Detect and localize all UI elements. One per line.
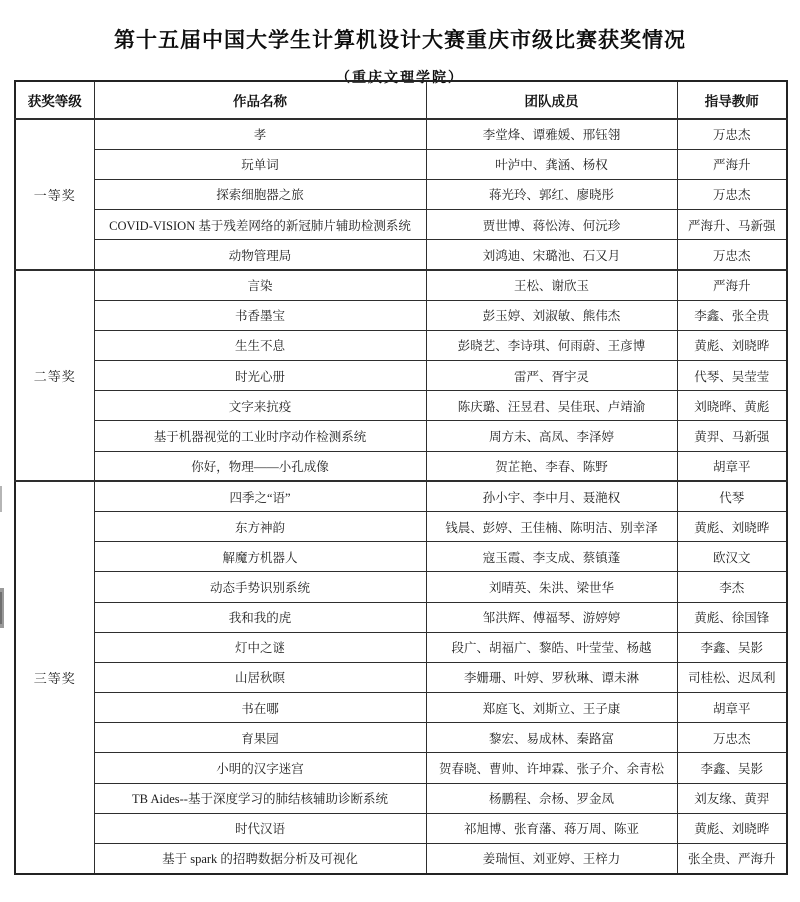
table-row — [15, 783, 787, 813]
work-name-cell: 动物管理局 — [94, 240, 426, 270]
team-members-cell: 祁旭博、张育藩、蒋万周、陈亚 — [426, 813, 677, 843]
table-row — [15, 632, 787, 662]
table-body — [15, 119, 787, 874]
work-name-cell: 书香墨宝 — [94, 300, 426, 330]
work-name-cell: 时光心册 — [94, 361, 426, 391]
work-name-cell: 我和我的虎 — [94, 602, 426, 632]
work-name-cell: 言染 — [94, 270, 426, 300]
advisors-cell: 万忠杰 — [677, 723, 787, 753]
team-members-cell: 郑庭飞、刘斯立、王子康 — [426, 693, 677, 723]
work-name-cell: 育果园 — [94, 723, 426, 753]
work-name-cell: 时代汉语 — [94, 813, 426, 843]
work-name-cell: TB Aides--基于深度学习的肺结核辅助诊断系统 — [94, 783, 426, 813]
advisors-cell: 李杰 — [677, 572, 787, 602]
work-name-cell: COVID-VISION 基于残差网络的新冠肺片辅助检测系统 — [94, 210, 426, 240]
team-members-cell: 王松、谢欣玉 — [426, 270, 677, 300]
team-members-cell: 周方未、高凤、李泽婷 — [426, 421, 677, 451]
work-name-cell: 解魔方机器人 — [94, 542, 426, 572]
team-members-cell: 姜瑞恒、刘亚婷、王梓力 — [426, 844, 677, 874]
advisors-cell: 李鑫、张全贵 — [677, 300, 787, 330]
table-row — [15, 361, 787, 391]
team-members-cell: 刘晴英、朱洪、梁世华 — [426, 572, 677, 602]
work-name-cell: 基于机器视觉的工业时序动作检测系统 — [94, 421, 426, 451]
table-row — [15, 693, 787, 723]
advisors-cell: 严海升 — [677, 149, 787, 179]
awards-table — [14, 80, 788, 875]
team-members-cell: 孙小宇、李中月、聂滟权 — [426, 481, 677, 511]
team-members-cell: 段广、胡福广、黎皓、叶莹莹、杨越 — [426, 632, 677, 662]
table-row — [15, 240, 787, 270]
table-row — [15, 511, 787, 541]
table-row — [15, 451, 787, 481]
table-row — [15, 753, 787, 783]
advisors-cell: 欧汉文 — [677, 542, 787, 572]
work-name-cell: 玩单词 — [94, 149, 426, 179]
team-members-cell: 彭玉婷、刘淑敏、熊伟杰 — [426, 300, 677, 330]
advisors-cell: 黄彪、徐国锋 — [677, 602, 787, 632]
table-row — [15, 723, 787, 753]
table-row — [15, 844, 787, 874]
table-row — [15, 119, 787, 149]
work-name-cell: 生生不息 — [94, 330, 426, 360]
award-level-cell: 二等奖 — [15, 270, 94, 481]
header-award-level: 获奖等级 — [15, 81, 94, 119]
work-name-cell: 书在哪 — [94, 693, 426, 723]
advisors-cell: 代琴 — [677, 481, 787, 511]
advisors-cell: 万忠杰 — [677, 240, 787, 270]
award-level-cell: 一等奖 — [15, 119, 94, 270]
table-row — [15, 330, 787, 360]
header-work-name: 作品名称 — [94, 81, 426, 119]
work-name-cell: 基于 spark 的招聘数据分析及可视化 — [94, 844, 426, 874]
table-row — [15, 300, 787, 330]
advisors-cell: 代琴、吴莹莹 — [677, 361, 787, 391]
advisors-cell: 刘晓晔、黄彪 — [677, 391, 787, 421]
team-members-cell: 蒋光玲、郭红、廖晓彤 — [426, 179, 677, 209]
team-members-cell: 叶泸中、龚涵、杨权 — [426, 149, 677, 179]
work-name-cell: 你好，物理——小孔成像 — [94, 451, 426, 481]
advisors-cell: 万忠杰 — [677, 119, 787, 149]
work-name-cell: 灯中之谜 — [94, 632, 426, 662]
table-row — [15, 149, 787, 179]
table-row — [15, 391, 787, 421]
advisors-cell: 黄彪、刘晓晔 — [677, 511, 787, 541]
team-members-cell: 钱晨、彭婷、王佳楠、陈明洁、别幸泽 — [426, 511, 677, 541]
table-row — [15, 572, 787, 602]
team-members-cell: 黎宏、易成林、秦路富 — [426, 723, 677, 753]
scan-artifact — [0, 588, 4, 628]
advisors-cell: 胡章平 — [677, 451, 787, 481]
page-title: 第十五届中国大学生计算机设计大赛重庆市级比赛获奖情况 — [114, 29, 686, 52]
work-name-cell: 东方神韵 — [94, 511, 426, 541]
team-members-cell: 邹洪辉、傅福琴、游婷婷 — [426, 602, 677, 632]
work-name-cell: 四季之“语” — [94, 481, 426, 511]
team-members-cell: 寇玉霞、李支成、蔡镇蓬 — [426, 542, 677, 572]
advisors-cell: 黄羿、马新强 — [677, 421, 787, 451]
advisors-cell: 李鑫、吴影 — [677, 753, 787, 783]
advisors-cell: 万忠杰 — [677, 179, 787, 209]
advisors-cell: 李鑫、吴影 — [677, 632, 787, 662]
table-row — [15, 813, 787, 843]
scan-artifact — [0, 486, 2, 512]
advisors-cell: 张全贵、严海升 — [677, 844, 787, 874]
team-members-cell: 杨鹏程、佘杨、罗金凤 — [426, 783, 677, 813]
advisors-cell: 胡章平 — [677, 693, 787, 723]
header-row — [15, 81, 787, 119]
advisors-cell: 严海升 — [677, 270, 787, 300]
team-members-cell: 李堂烽、谭雅媛、邢钰翎 — [426, 119, 677, 149]
work-name-cell: 探索细胞器之旅 — [94, 179, 426, 209]
advisors-cell: 刘友缘、黄羿 — [677, 783, 787, 813]
table-row — [15, 662, 787, 692]
table-row — [15, 179, 787, 209]
award-level-cell: 三等奖 — [15, 481, 94, 873]
advisors-cell: 黄彪、刘晓晔 — [677, 330, 787, 360]
work-name-cell: 小明的汉字迷宫 — [94, 753, 426, 783]
team-members-cell: 贾世博、蒋忪涛、何沅珍 — [426, 210, 677, 240]
table-row — [15, 542, 787, 572]
team-members-cell: 贺芷艳、李春、陈野 — [426, 451, 677, 481]
advisors-cell: 严海升、马新强 — [677, 210, 787, 240]
advisors-cell: 黄彪、刘晓晔 — [677, 813, 787, 843]
work-name-cell: 山居秋暝 — [94, 662, 426, 692]
header-team-members: 团队成员 — [426, 81, 677, 119]
table-row — [15, 210, 787, 240]
header-advisors: 指导教师 — [677, 81, 787, 119]
table-row — [15, 270, 787, 300]
page-subtitle: （重庆文理学院） — [336, 69, 464, 85]
work-name-cell: 孝 — [94, 119, 426, 149]
work-name-cell: 文字来抗疫 — [94, 391, 426, 421]
team-members-cell: 彭晓艺、李诗琪、何雨蔚、王彦博 — [426, 330, 677, 360]
advisors-cell: 司桂松、迟凤利 — [677, 662, 787, 692]
work-name-cell: 动态手势识别系统 — [94, 572, 426, 602]
table-row — [15, 602, 787, 632]
team-members-cell: 贺春晓、曹帅、许坤霖、张子介、余青松 — [426, 753, 677, 783]
team-members-cell: 李姗珊、叶婷、罗秋琳、谭未淋 — [426, 662, 677, 692]
table-row — [15, 481, 787, 511]
team-members-cell: 刘鸿迪、宋璐池、石又月 — [426, 240, 677, 270]
table-row — [15, 421, 787, 451]
table-header — [15, 81, 787, 119]
team-members-cell: 陈庆璐、汪昱君、吴佳珉、卢靖渝 — [426, 391, 677, 421]
team-members-cell: 雷严、胥宇灵 — [426, 361, 677, 391]
